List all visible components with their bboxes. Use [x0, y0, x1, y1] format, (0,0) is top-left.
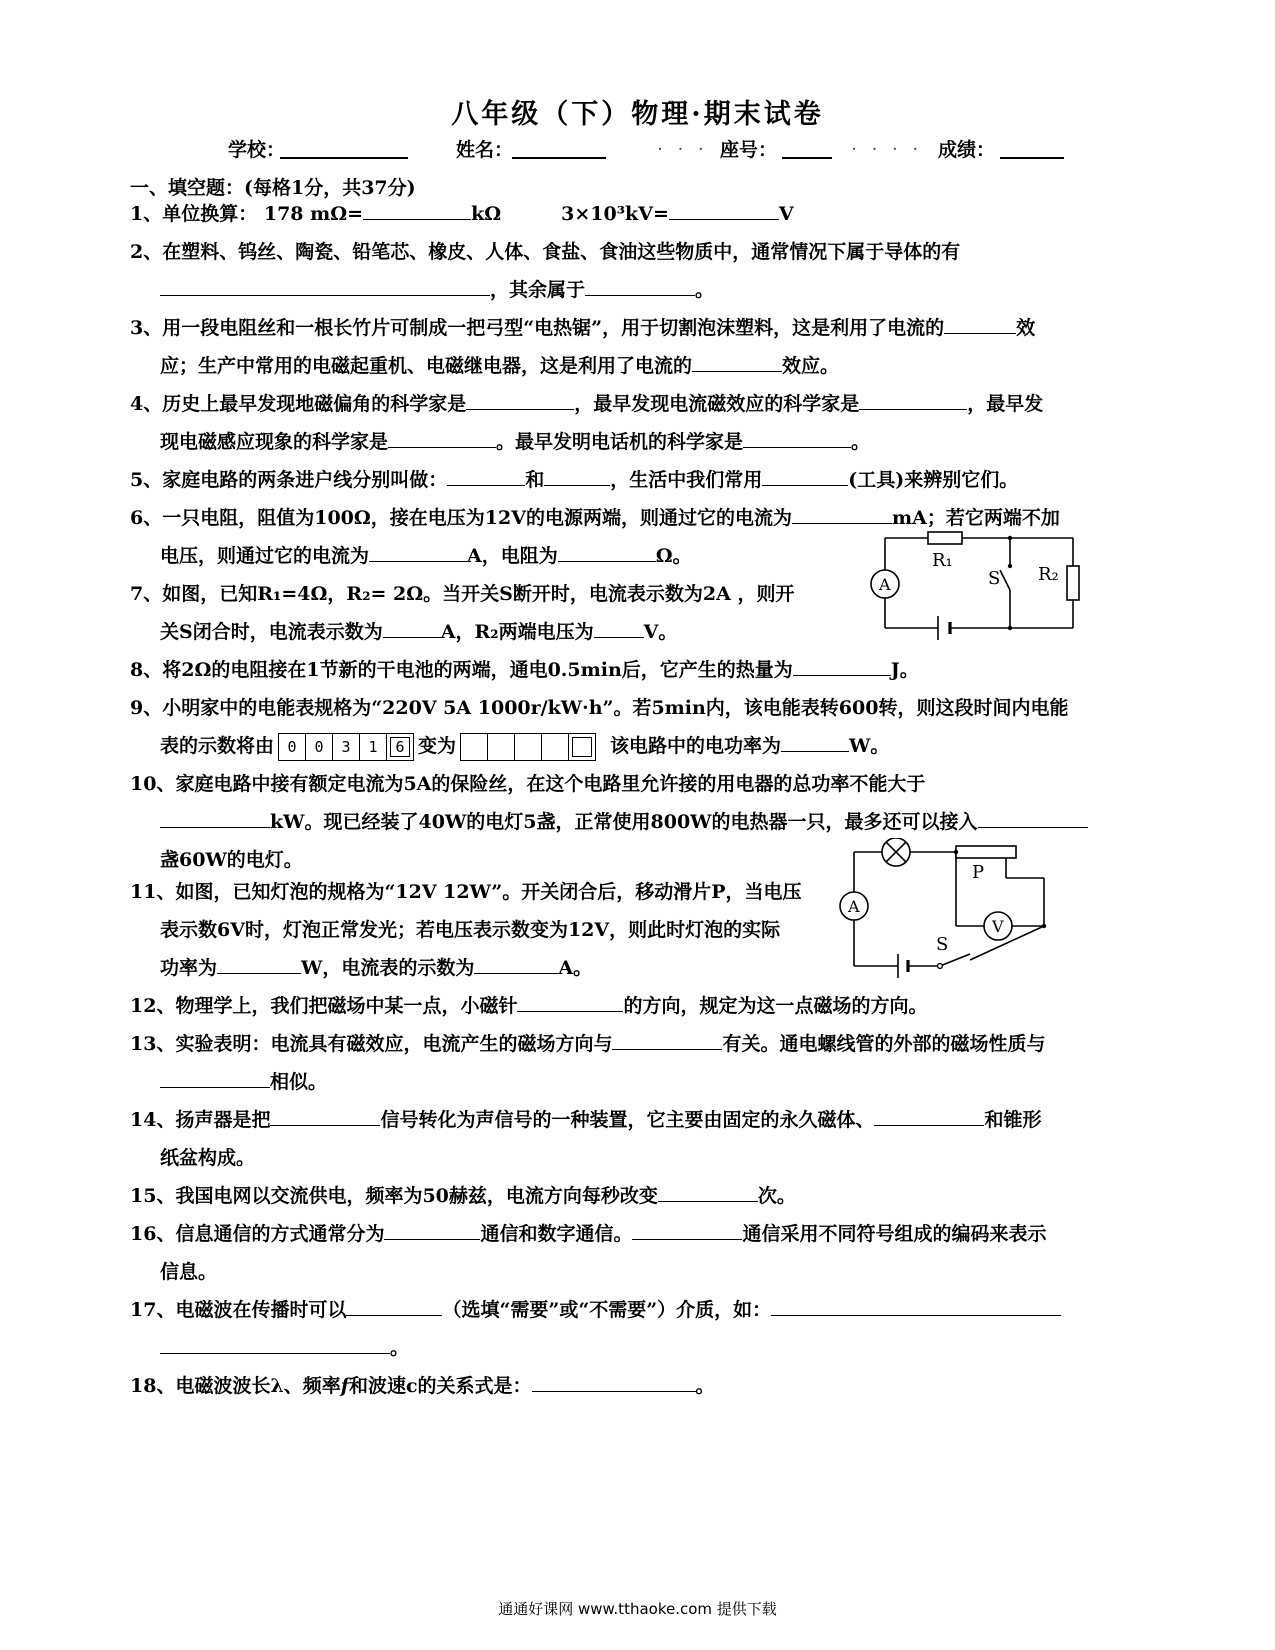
question-15: 15、我国电网以交流供电，频率为50赫兹，电流方向每秒改变 次。 — [130, 1177, 1130, 1215]
answer-blank[interactable] — [762, 463, 848, 486]
question-7: 7、如图，已知R₁=4Ω，R₂= 2Ω。当开关S断开时，电流表示数为2A ，则开 关S闭合时，电流表示数为 A，R₂两端电压为 V。 — [130, 583, 795, 643]
answer-blank[interactable] — [558, 539, 656, 562]
answer-blank[interactable] — [781, 729, 849, 752]
ammeter-label: A — [848, 897, 860, 916]
name-label: 姓名： — [456, 139, 514, 161]
answer-blank[interactable] — [388, 425, 496, 448]
section-heading: 一、填空题：(每格1分，共37分) — [130, 177, 416, 199]
switch-label: S — [936, 934, 949, 955]
question-8: 8、将2Ω的电阻接在1节新的干电池的两端，通电0.5min后，它产生的热量为 J。 — [130, 651, 1130, 689]
question-4: 4、历史上最早发现地磁偏角的科学家是 ，最早发现电流磁效应的科学家是 ，最早发 现电磁感应现象的科学家是 。最早发明电话机的科学家是 。 — [130, 385, 1130, 461]
answer-blank[interactable] — [793, 653, 891, 676]
question-13: 13、实验表明：电流具有磁效应，电流产生的磁场方向与 有关。通电螺线管的外部的磁场性质与 相似。 — [130, 1025, 1130, 1101]
answer-blank[interactable] — [346, 1293, 442, 1316]
answer-blank[interactable] — [369, 539, 467, 562]
seat-label: 座号： — [720, 139, 778, 161]
answer-blank[interactable] — [771, 1293, 1061, 1316]
question-14: 14、扬声器是把 信号转化为声信号的一种装置，它主要由固定的永久磁体、 和锥形 纸盆构成。 — [130, 1101, 1130, 1177]
question-10: 10、家庭电路中接有额定电流为5A的保险丝，在这个电路里允许接的用电器的总功率不能大于 kW。现已经装了40W的电灯5盏，正常使用800W的电热器一只，最多还可以接入 盏60W的电灯。 — [130, 765, 1130, 879]
question-3: 3、用一段电阻丝和一根长竹片可制成一把弓型“电热锯”，用于切割泡沫塑料，这是利用了电流的 效 应；生产中常用的电磁起重机、电磁继电器，这是利用了电流的 效应。 — [130, 309, 1130, 385]
answer-blank[interactable] — [160, 273, 490, 296]
r1-label: R₁ — [932, 550, 953, 571]
answer-blank[interactable] — [612, 1027, 722, 1050]
answer-blank[interactable] — [383, 615, 441, 638]
answer-blank[interactable] — [160, 1331, 390, 1354]
answer-blank[interactable] — [544, 463, 610, 486]
page-footer: 通通好课网 www.tthaoke.com 提供下载 — [498, 1600, 777, 1618]
score-label: 成绩： — [938, 139, 996, 161]
answer-blank[interactable] — [160, 1065, 270, 1088]
answer-blank[interactable] — [692, 349, 782, 372]
rheostat-icon — [956, 846, 1016, 858]
question-2: 2、在塑料、钨丝、陶瓷、铅笔芯、橡皮、人体、食盐、食油这些物质中，通常情况下属于导体的有 ，其余属于 。 — [130, 241, 961, 301]
question-18: 18、电磁波波长λ、频率f和波速c的关系式是： 。 — [130, 1367, 1130, 1405]
slider-label: P — [972, 862, 985, 883]
question-17: 17、电磁波在传播时可以 （选填“需要”或“不需要”）介质，如： 。 — [130, 1291, 1130, 1367]
score-field[interactable] — [1000, 157, 1064, 159]
school-label: 学校： — [228, 139, 286, 161]
circuit-diagram-1 — [858, 528, 1088, 640]
answer-blank[interactable] — [944, 311, 1016, 334]
answer-blank[interactable] — [859, 387, 967, 410]
answer-blank[interactable] — [160, 805, 270, 828]
answer-blank[interactable] — [669, 197, 779, 220]
meter-reading-before: 0 0 3 1 6 — [278, 733, 414, 761]
resistor-r1-icon — [928, 532, 962, 544]
voltmeter-label: V — [992, 917, 1004, 936]
question-9: 9、小明家中的电能表规格为“220V 5A 1000r/kW·h”。若5min内，该电能表转600转，则这段时间内电能 表的示数将由 0 0 3 1 6 变为 该电路中的电功率为 W。 — [130, 689, 1130, 765]
answer-blank[interactable] — [384, 1217, 480, 1240]
answer-blank[interactable] — [585, 273, 695, 296]
answer-blank[interactable] — [532, 1369, 696, 1392]
question-5: 5、家庭电路的两条进户线分别叫做： 和 ，生活中我们常用 (工具)来辨别它们。 — [130, 461, 1130, 499]
answer-blank[interactable] — [743, 425, 851, 448]
name-field[interactable] — [512, 157, 606, 159]
meter-reading-after[interactable] — [460, 733, 596, 761]
school-field[interactable] — [280, 157, 408, 159]
page-title: 八年级（下）物理·期末试卷 — [451, 99, 824, 130]
question-16: 16、信息通信的方式通常分为 通信和数字通信。 通信采用不同符号组成的编码来表示 信息。 — [130, 1215, 1130, 1291]
answer-blank[interactable] — [792, 501, 892, 524]
answer-blank[interactable] — [632, 1217, 742, 1240]
answer-blank[interactable] — [466, 387, 574, 410]
answer-blank[interactable] — [517, 989, 623, 1012]
dotted-separator: . . . — [658, 139, 709, 153]
answer-blank[interactable] — [874, 1103, 984, 1126]
question-11: 11、如图，已知灯泡的规格为“12V 12W”。开关闭合后，移动滑片P，当电压 表示数6V时，灯泡正常发光；若电压表示数变为12V，则此时灯泡的实际 功率为 W，电流表的示数为 A。 — [130, 881, 802, 979]
question-12: 12、物理学上，我们把磁场中某一点，小磁针 的方向，规定为这一点磁场的方向。 — [130, 987, 1130, 1025]
resistor-r2-icon — [1067, 566, 1079, 600]
answer-blank[interactable] — [594, 615, 644, 638]
question-6: 6、一只电阻，阻值为100Ω，接在电压为12V的电源两端，则通过它的电流为 mA；若它两端不加 电压，则通过它的电流为 A，电阻为 Ω。 — [130, 499, 1130, 575]
answer-blank[interactable] — [363, 197, 471, 220]
switch-label: S — [988, 568, 1001, 589]
answer-blank[interactable] — [978, 805, 1088, 828]
ammeter-label: A — [879, 575, 891, 594]
r2-label: R₂ — [1038, 564, 1059, 585]
dotted-separator: . . . . — [852, 139, 924, 153]
answer-blank[interactable] — [217, 951, 301, 974]
answer-blank[interactable] — [447, 463, 525, 486]
answer-blank[interactable] — [270, 1103, 380, 1126]
answer-blank[interactable] — [474, 951, 558, 974]
question-1: 1、单位换算： 178 mΩ= kΩ 3×10³kV= V — [130, 195, 1130, 233]
answer-blank[interactable] — [658, 1179, 758, 1202]
seat-field[interactable] — [782, 157, 832, 159]
